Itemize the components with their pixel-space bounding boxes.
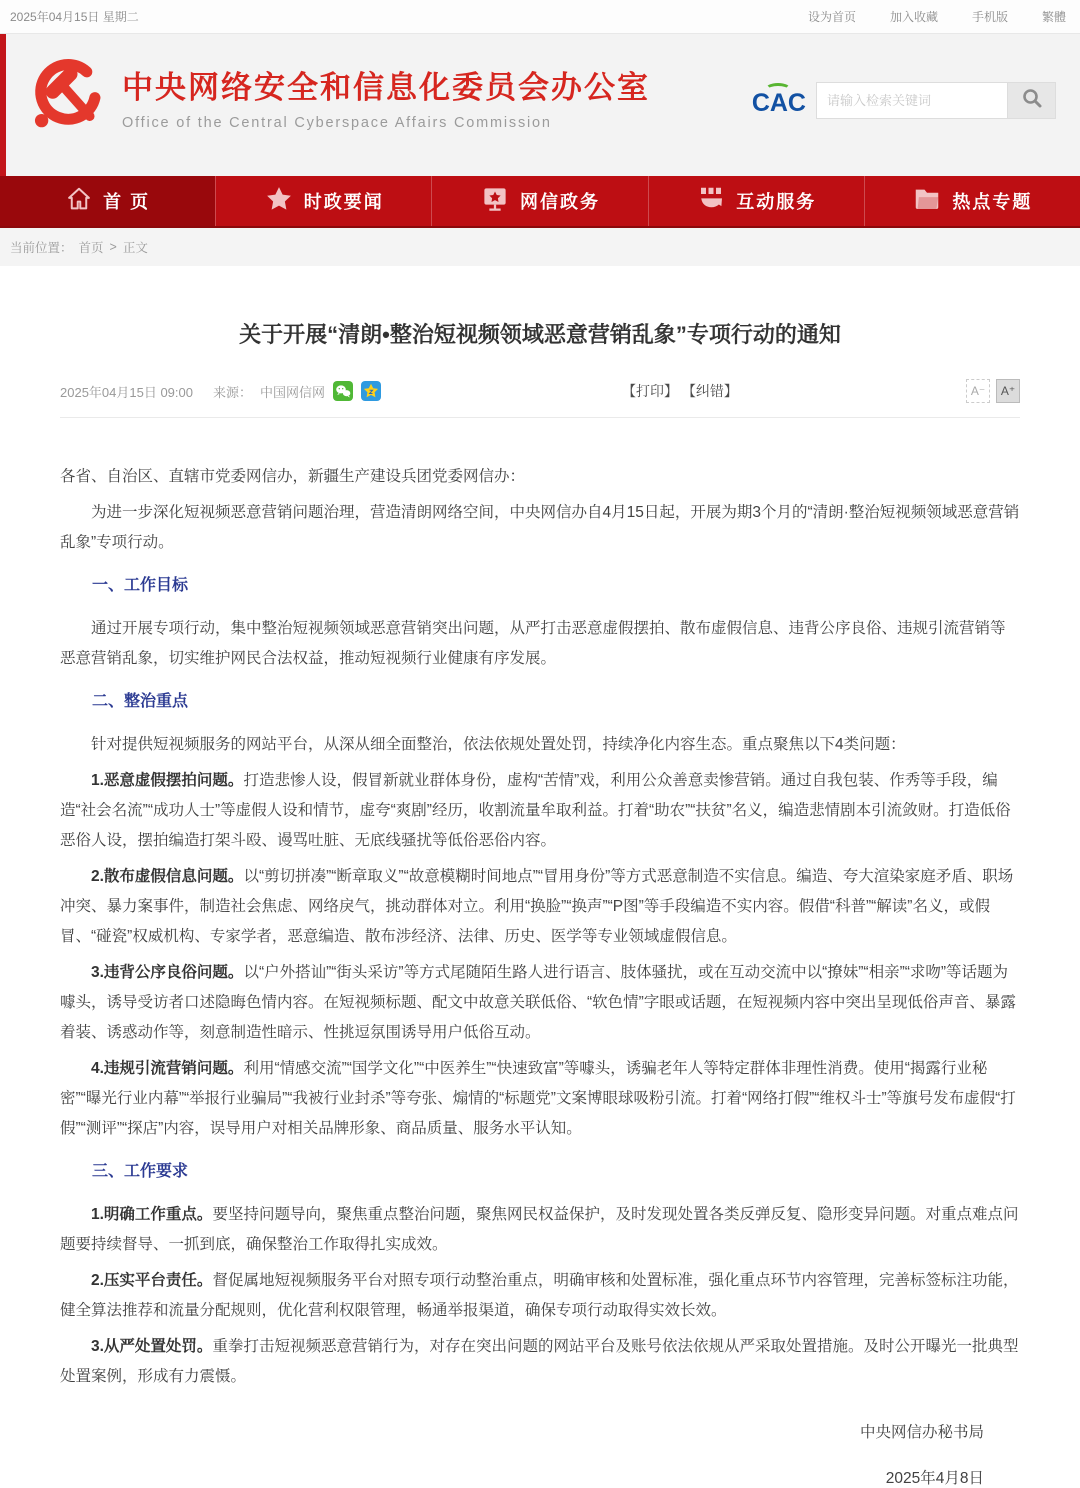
error-correction-button[interactable]: 【纠错】: [681, 383, 738, 399]
body-salutation: 各省、自治区、直辖市党委网信办，新疆生产建设兵团党委网信办：: [60, 468, 526, 485]
add-favorite-link[interactable]: 加入收藏: [889, 10, 938, 24]
site-title-english: Office of the Central Cyberspace Affairs Commission: [122, 115, 552, 131]
body-paragraph: 通过开展专项行动，集中整治短视频领域恶意营销突出问题，从严打击恶意虚假摆拍、散布虚假信息、违背公序良俗、违规引流营销等恶意营销乱象，切实维护网民合法权益，推动短视频行业健康有序发展。: [60, 620, 1006, 667]
nav-item-home[interactable]: [0, 176, 215, 226]
search-icon: [1021, 87, 1043, 114]
star-icon: [264, 184, 294, 219]
mobile-version-link[interactable]: 手机版: [971, 10, 1008, 24]
qzone-share-icon[interactable]: [361, 381, 381, 401]
font-size-controls: [966, 379, 1020, 403]
article-title: 关于开展“清朗•整治短视频领域恶意营销乱象”专项行动的通知: [239, 322, 841, 347]
publish-datetime: 2025年04月15日 09:00: [60, 384, 193, 400]
nav-label: 时政要闻: [303, 192, 384, 212]
nav-label: 互动服务: [736, 192, 817, 212]
signature: 中央网信办秘书局: [859, 1424, 984, 1441]
article: [0, 318, 1080, 1488]
article-body: [60, 462, 1020, 1392]
section-heading-2: 二、整治重点: [92, 693, 189, 710]
breadcrumb-home-link[interactable]: 首页: [78, 241, 104, 255]
article-actions: [622, 381, 738, 401]
nav-item-politics-news[interactable]: [215, 176, 431, 226]
site-header: [0, 34, 1080, 176]
breadcrumb-separator: >: [109, 240, 117, 254]
search-area: [752, 82, 1056, 119]
main-navigation: [0, 176, 1080, 228]
body-paragraph: 为进一步深化短视频恶意营销问题治理，营造清朗网络空间，中央网信办自4月15日起，开展为期3个月的“清朗·整治短视频领域恶意营销乱象”专项行动。: [60, 504, 1020, 551]
brand-titles: [122, 62, 650, 131]
search-input[interactable]: [816, 82, 1008, 119]
font-smaller-button[interactable]: A⁻: [966, 379, 990, 403]
body-item-2: 2.散布虚假信息问题。以“剪切拼凑”“断章取义”“故意模糊时间地点”“冒用身份”等方式恶意制造不实信息。编造、夸大渲染家庭矛盾、职场冲突、暴力案事件，制造社会焦虑、网络戾气，挑动群体对立。利用“换脸”“换声”“P图”等手段编造不实内容。假借“科普”“解读”名义，或假冒、“碰瓷”权威机构、专家学者，恶意编造、散布涉经济、法律、历史、医学等专业领域虚假信息。: [60, 868, 1014, 945]
top-utility-bar: [0, 0, 1080, 34]
current-date: 2025年04月15日 星期二: [10, 10, 139, 24]
body-item-3: 3.违背公序良俗问题。以“户外搭讪”“街头采访”等方式尾随陌生路人进行语言、肢体骚扰，或在互动交流中以“撩妹”“相亲”“求吻”等话题为噱头，诱导受访者口述隐晦色情内容。在短视频标题、配文中故意关联低俗、“软色情”字眼或话题，在短视频内容中突出呈现低俗声音、暴露着装、诱惑动作等，刻意制造性暗示、性挑逗氛围诱导用户低俗互动。: [60, 964, 1016, 1041]
traditional-chinese-link[interactable]: 繁體: [1041, 10, 1066, 24]
set-homepage-link[interactable]: 设为首页: [807, 10, 856, 24]
party-emblem-icon: [32, 54, 106, 139]
body-requirement-1: 1.明确工作重点。要坚持问题导向，聚焦重点整治问题，聚焦网民权益保护，及时发现处置各类反弹反复、隐形变异问题。对重点难点问题要持续督导、一抓到底，确保整治工作取得扎实成效。: [60, 1206, 1019, 1253]
home-icon: [65, 185, 93, 218]
chat-icon: [696, 184, 726, 219]
nav-label: 网信政务: [520, 192, 600, 212]
monitor-icon: [480, 184, 510, 219]
body-requirement-2: 2.压实平台责任。督促属地短视频服务平台对照专项行动整治重点，明确审核和处置标准，强化重点环节内容管理，完善标签标注功能，健全算法推荐和流量分配规则，优化营利权限管理，畅通举报渠道，确保专项行动取得实效长效。: [60, 1272, 1019, 1319]
source-label: 来源：: [212, 384, 252, 400]
breadcrumb: [0, 228, 1080, 266]
body-item-1: 1.恶意虚假摆拍问题。打造悲惨人设，假冒新就业群体身份，虚构“苦情”戏，利用公众善意卖惨营销。通过自我包装、作秀等手段，编造“社会名流”“成功人士”等虚假人设和情节，虚夸“爽剧”经历，收割流量牟取利益。打着“助农”“扶贫”名义，编造悲情剧本引流敛财。打造低俗恶俗人设，摆拍编造打架斗殴、谩骂吐脏、无底线骚扰等低俗恶俗内容。: [60, 772, 1011, 849]
header-left-red-edge: [0, 34, 6, 176]
breadcrumb-current: 正文: [122, 241, 148, 255]
body-requirement-3: 3.从严处置处罚。重拳打击短视频恶意营销行为，对存在突出问题的网站平台及账号依法依规从严采取处置措施。及时公开曝光一批典型处置案例，形成有力震慑。: [60, 1338, 1019, 1385]
nav-item-hot-topics[interactable]: [864, 176, 1080, 226]
site-brand[interactable]: [32, 54, 650, 139]
print-button[interactable]: 【打印】: [622, 383, 678, 399]
nav-label: 首 页: [103, 192, 151, 212]
search-button[interactable]: [1008, 82, 1056, 119]
font-larger-button[interactable]: A⁺: [996, 379, 1020, 403]
body-item-4: 4.违规引流营销问题。利用“情感交流”“国学文化”“中医养生”“快速致富”等噱头，诱骗老年人等特定群体非理性消费。使用“揭露行业秘密”“曝光行业内幕”“举报行业骗局”“我被行业封杀”等夸张、煽情的“标题党”文案博眼球吸粉引流。打着“网络打假”“维权斗士”等旗号发布虚假“打假”“测评”“探店”内容，误导用户对相关品牌形象、商品质量、服务水平认知。: [60, 1060, 1016, 1137]
section-heading-1: 一、工作目标: [92, 577, 189, 594]
body-paragraph: 针对提供短视频服务的网站平台，从深从细全面整治，依法依规处置处罚，持续净化内容生态。重点聚焦以下4类问题：: [91, 736, 906, 753]
article-meta-bar: [60, 379, 1020, 418]
utility-links: [808, 8, 1070, 25]
section-heading-3: 三、工作要求: [92, 1163, 189, 1180]
breadcrumb-label: 当前位置：: [10, 241, 73, 255]
signature-date: 2025年4月8日: [885, 1470, 984, 1487]
folder-icon: [912, 184, 942, 219]
site-title-chinese: 中央网络安全和信息化委员会办公室: [122, 70, 650, 105]
cac-logo: CAC: [752, 83, 806, 118]
wechat-share-icon[interactable]: [333, 381, 353, 401]
article-meta-left: [60, 381, 381, 401]
nav-item-cyberspace-affairs[interactable]: [431, 176, 647, 226]
nav-label: 热点专题: [952, 192, 1033, 212]
cac-logo-arc: [765, 83, 791, 96]
source-name: 中国网信网: [260, 384, 326, 400]
nav-item-interactive-services[interactable]: [648, 176, 864, 226]
